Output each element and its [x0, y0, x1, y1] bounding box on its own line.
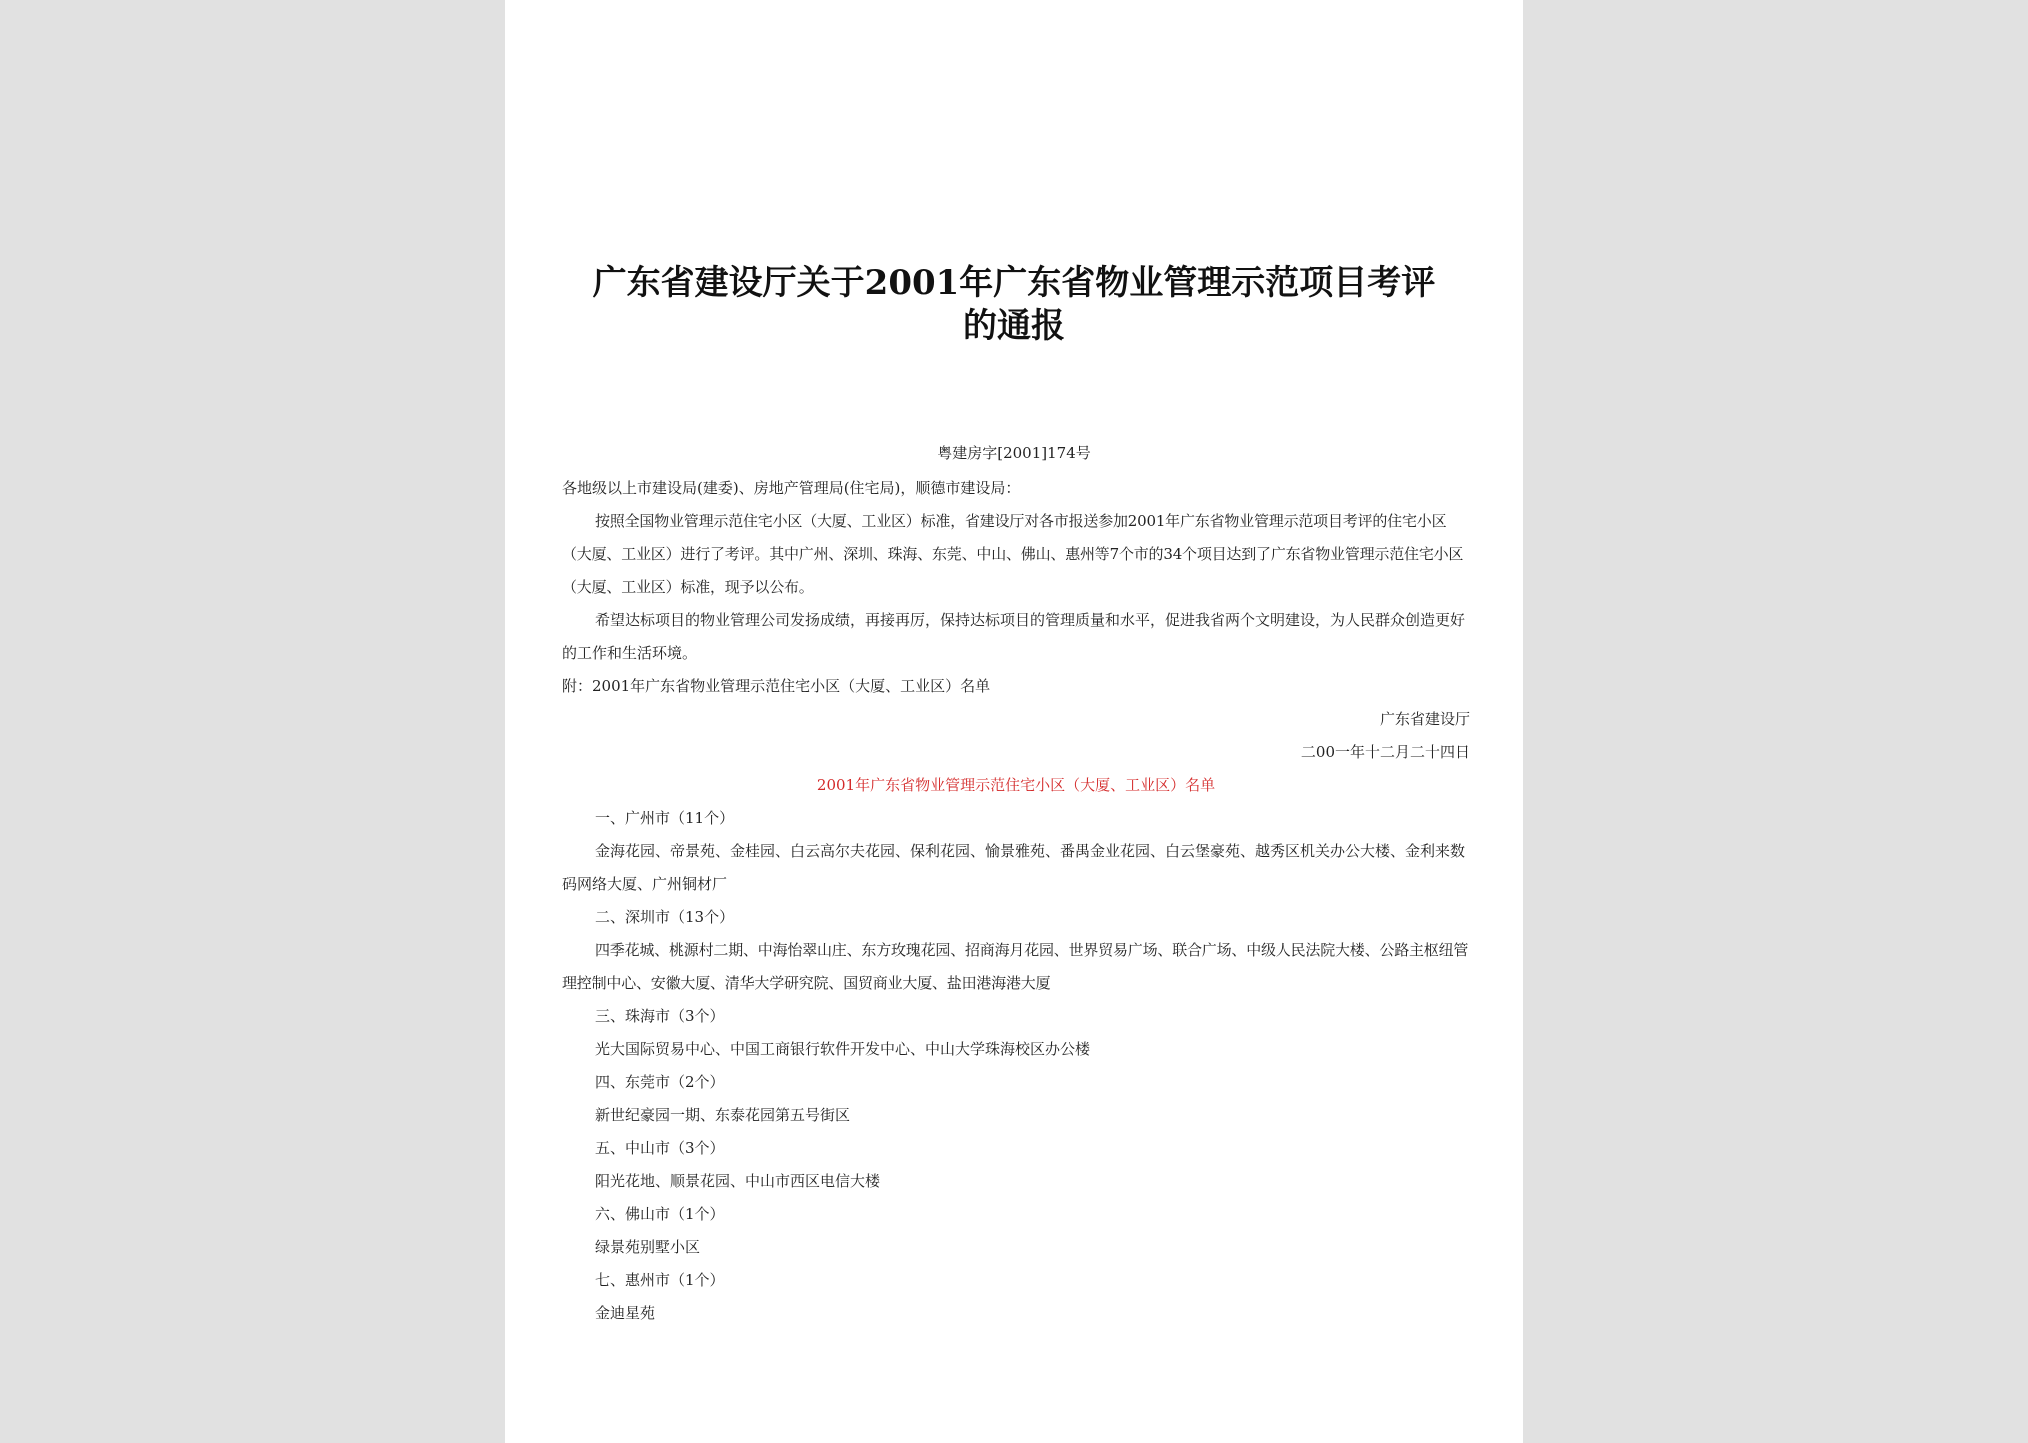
- recipients-line: 各地级以上市建设局(建委)、房地产管理局(住宅局)，顺德市建设局：: [562, 479, 1021, 497]
- city-items: 四季花城、桃源村二期、中海怡翠山庄、东方玫瑰花园、招商海月花园、世界贸易广场、联合广场、中级人民法院大楼、公路主枢纽管理控制中心、安徽大厦、清华大学研究院、国贸商业大厦、盐田港海港大厦: [562, 941, 1469, 992]
- city-heading: 三、珠海市（3个）: [595, 1007, 725, 1025]
- issue-date: 二00一年十二月二十四日: [1300, 743, 1470, 761]
- document-page: [505, 0, 1523, 1443]
- city-items: 绿景苑别墅小区: [595, 1238, 701, 1256]
- list-title: 2001年广东省物业管理示范住宅小区（大厦、工业区）名单: [816, 776, 1216, 794]
- city-items: 阳光花地、顺景花园、中山市西区电信大楼: [595, 1172, 881, 1190]
- document-title: [545, 262, 1483, 348]
- attachment-line: 附：2001年广东省物业管理示范住宅小区（大厦、工业区）名单: [562, 677, 991, 695]
- city-heading: 一、广州市（11个）: [595, 809, 735, 827]
- paragraph-1: 按照全国物业管理示范住宅小区（大厦、工业区）标准，省建设厅对各市报送参加2001年广东省物业管理示范项目考评的住宅小区（大厦、工业区）进行了考评。其中广州、深圳、珠海、东莞、中山、佛山、惠州等7个市的34个项目达到了广东省物业管理示范住宅小区（大厦、工业区）标准，现予以公布。: [562, 512, 1464, 596]
- document-number: 粤建房字[2001]174号: [937, 444, 1091, 462]
- city-heading: 五、中山市（3个）: [595, 1139, 725, 1157]
- city-heading: 二、深圳市（13个）: [595, 908, 735, 926]
- city-items: 金海花园、帝景苑、金桂园、白云高尔夫花园、保利花园、愉景雅苑、番禺金业花园、白云堡豪苑、越秀区机关办公大楼、金利来数码网络大厦、广州铜材厂: [562, 842, 1466, 893]
- city-heading: 七、惠州市（1个）: [595, 1271, 725, 1289]
- city-items: 光大国际贸易中心、中国工商银行软件开发中心、中山大学珠海校区办公楼: [595, 1040, 1091, 1058]
- city-heading: 六、佛山市（1个）: [595, 1205, 725, 1223]
- city-items: 金迪星苑: [595, 1304, 656, 1322]
- city-items: 新世纪豪园一期、东泰花园第五号街区: [595, 1106, 851, 1124]
- document-body: [562, 472, 1470, 1330]
- issuer-signature: 广东省建设厅: [1379, 710, 1470, 728]
- title-line-1: 广东省建设厅关于2001年广东省物业管理示范项目考评: [592, 263, 1436, 303]
- paragraph-2: 希望达标项目的物业管理公司发扬成绩，再接再厉，保持达标项目的管理质量和水平，促进我省两个文明建设，为人民群众创造更好的工作和生活环境。: [562, 611, 1466, 662]
- city-heading: 四、东莞市（2个）: [595, 1073, 725, 1091]
- title-line-2: 的通报: [963, 306, 1065, 346]
